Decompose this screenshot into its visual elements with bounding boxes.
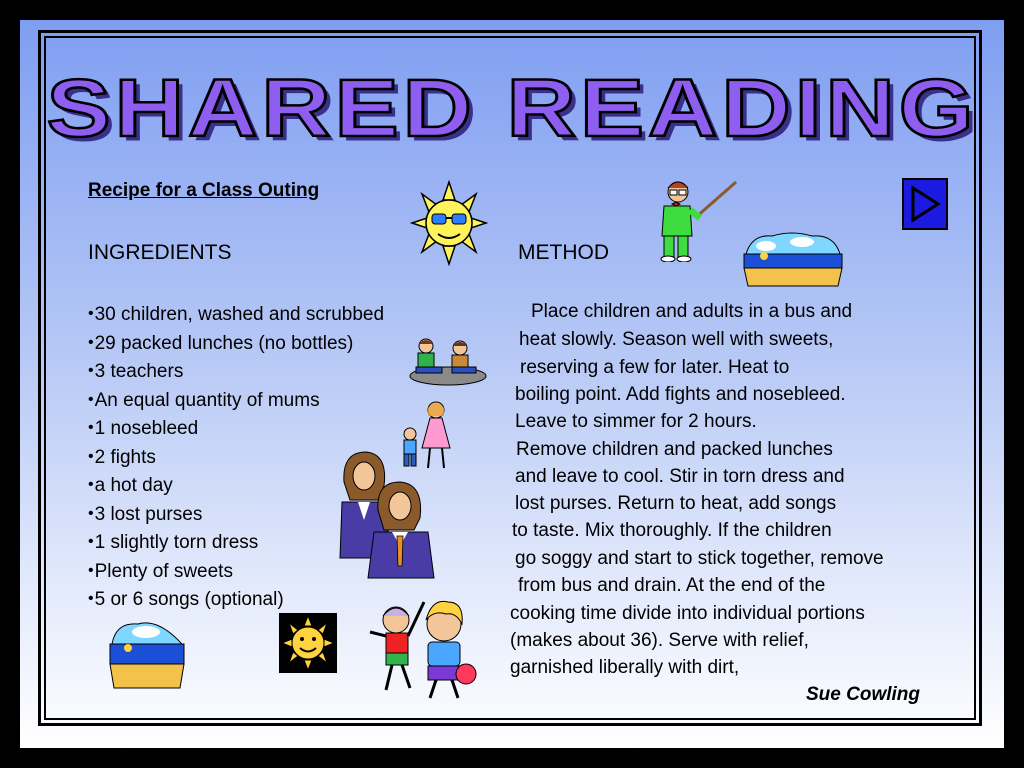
sun-sunglasses-icon bbox=[410, 180, 488, 266]
method-line: from bus and drain. At the end of the bbox=[518, 575, 826, 596]
list-item: • 3 teachers bbox=[88, 358, 384, 387]
list-item: • 1 nosebleed bbox=[88, 415, 384, 444]
list-item: • 1 slightly torn dress bbox=[88, 529, 384, 558]
method-heading: METHOD bbox=[518, 241, 609, 264]
beach-scene-icon bbox=[108, 618, 186, 690]
method-line: garnished liberally with dirt, bbox=[510, 657, 740, 678]
next-slide-button[interactable] bbox=[902, 178, 948, 230]
author-credit: Sue Cowling bbox=[806, 684, 920, 705]
method-line: heat slowly. Season well with sweets, bbox=[519, 329, 834, 350]
method-line: cooking time divide into individual portions bbox=[510, 603, 865, 624]
kids-sitting-icon bbox=[408, 336, 488, 386]
method-line: boiling point. Add fights and nosebleed. bbox=[515, 384, 846, 405]
method-line: Place children and adults in a bus and bbox=[531, 301, 853, 322]
list-item: • 2 fights bbox=[88, 444, 384, 473]
method-line: Leave to simmer for 2 hours. bbox=[515, 411, 757, 432]
list-item: • Plenty of sweets bbox=[88, 558, 384, 587]
method-line: reserving a few for later. Heat to bbox=[520, 357, 790, 378]
kids-playing-icon bbox=[366, 590, 482, 702]
method-line: to taste. Mix thoroughly. If the children bbox=[512, 520, 832, 541]
slide-title: SHARED READING bbox=[46, 63, 978, 155]
list-item: • 3 lost purses bbox=[88, 501, 384, 530]
ingredients-heading: INGREDIENTS bbox=[88, 241, 232, 264]
method-line: Remove children and packed lunches bbox=[516, 439, 833, 460]
list-item: • An equal quantity of mums bbox=[88, 387, 384, 416]
recipe-title: Recipe for a Class Outing bbox=[88, 180, 320, 201]
smiling-sun-icon bbox=[278, 612, 338, 674]
next-slide-icon bbox=[904, 180, 946, 228]
list-item: • a hot day bbox=[88, 472, 384, 501]
teachers-group-icon bbox=[338, 448, 446, 580]
teacher-pointer-icon bbox=[650, 178, 740, 262]
list-item: • 30 children, washed and scrubbed bbox=[88, 301, 384, 330]
method-line: lost purses. Return to heat, add songs bbox=[515, 493, 837, 514]
beach-scene-icon bbox=[742, 232, 844, 288]
method-line: go soggy and start to stick together, remove bbox=[515, 548, 884, 569]
list-item: • 29 packed lunches (no bottles) bbox=[88, 330, 384, 359]
method-line: (makes about 36). Serve with relief, bbox=[510, 630, 809, 651]
list-item: • 5 or 6 songs (optional) bbox=[88, 586, 384, 615]
method-line: and leave to cool. Stir in torn dress and bbox=[515, 466, 845, 487]
